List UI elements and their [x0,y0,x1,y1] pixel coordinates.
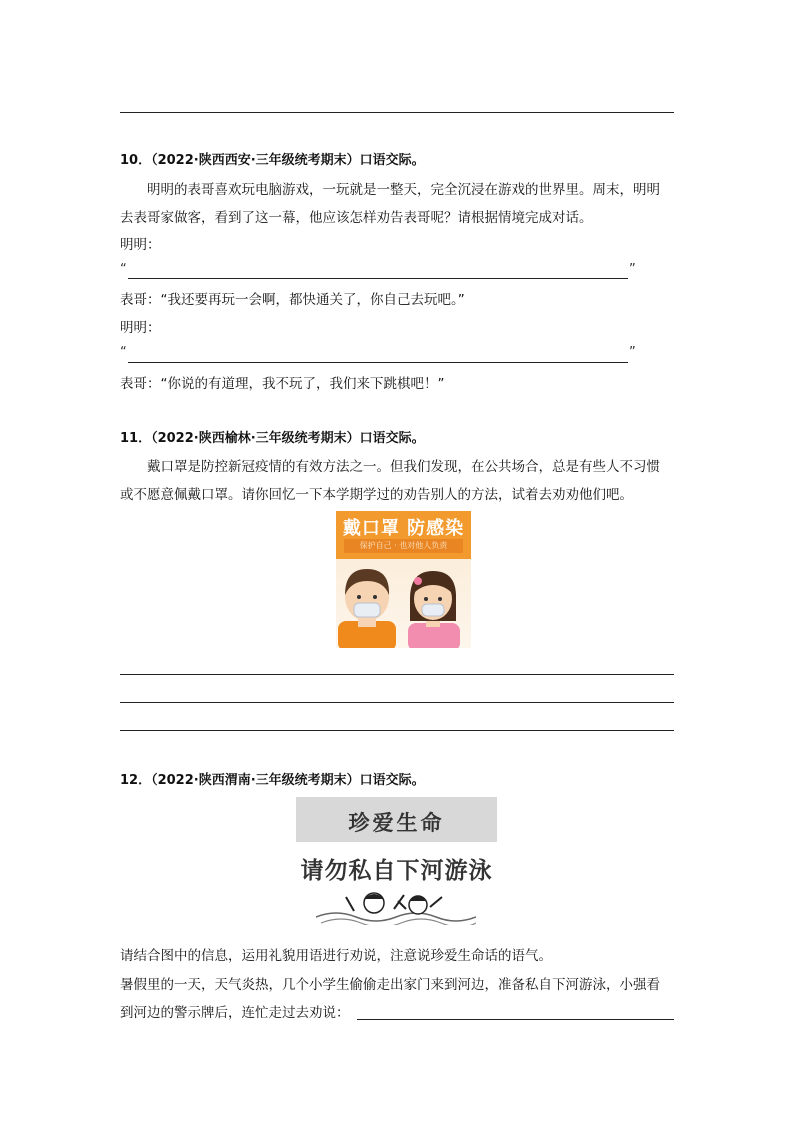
q11-paragraph-line2: 或不愿意佩戴口罩。请你回忆一下本学期学过的劝告别人的方法，试着去劝劝他们吧。 [120,487,633,503]
q12-number: 12． [120,773,152,788]
q10-number: 10． [120,153,152,168]
answer-line-top [120,112,674,113]
sign-line1: 珍爱生命 [348,811,445,835]
q11-answer-line-1[interactable] [120,674,674,675]
q11-header: （2022·陕西榆林·三年级统考期末）口语交际。 [151,431,425,446]
q11-answer-line-2[interactable] [120,702,674,703]
q10-answer-blank-1[interactable] [128,278,628,279]
q11-header-row [120,429,425,449]
q10-speaker-mingming-2: 明明： [120,320,161,336]
q11-number: 11． [120,431,152,446]
drowning-children-illustration [316,887,476,925]
q12-header: （2022·陕西渭南·三年级统考期末）口语交际。 [151,773,425,788]
q10-cousin-reply-2: 表哥：“你说的有道理，我不玩了，我们来下跳棋吧！” [120,376,445,392]
q10-paragraph-line2: 去表哥家做客，看到了这一幕，他应该怎样劝告表哥呢？请根据情境完成对话。 [120,210,593,226]
q10-open-quote-1: “ [120,262,127,277]
q10-open-quote-2: “ [120,345,127,360]
poster-title: 戴口罩 防感染 [342,518,465,539]
q10-close-quote-1: ” [629,262,636,277]
sign-line2: 请勿私自下河游泳 [300,858,493,884]
poster-subtitle: 保护自己 · 也对他人负责 [344,539,463,553]
q12-header-row [120,771,425,791]
q11-paragraph-line1: 戴口罩是防控新冠疫情的有效方法之一。但我们发现，在公共场合，总是有些人不习惯 [147,459,660,475]
q10-answer-blank-2[interactable] [128,362,628,363]
q12-answer-blank[interactable] [357,1019,674,1020]
q10-close-quote-2: ” [629,345,636,360]
q10-header: （2022·陕西西安·三年级统考期末）口语交际。 [151,153,425,168]
q12-instruction: 请结合图中的信息，运用礼貌用语进行劝说，注意说珍爱生命话的语气。 [120,948,552,964]
q10-cousin-reply-1: 表哥：“我还要再玩一会啊，都快通关了，你自己去玩吧。” [120,292,465,308]
mask-poster-image [336,511,471,648]
q10-header-row [120,151,425,171]
q10-paragraph-line1: 明明的表哥喜欢玩电脑游戏，一玩就是一整天，完全沉浸在游戏的世界里。周末，明明 [147,182,660,198]
q11-answer-line-3[interactable] [120,730,674,731]
q12-paragraph-line1: 暑假里的一天，天气炎热，几个小学生偷偷走出家门来到河边，准备私自下河游泳，小强看 [120,977,660,993]
q12-paragraph-line2: 到河边的警示牌后，连忙走过去劝说： [120,1005,350,1021]
masked-children-illustration [336,559,471,648]
q10-speaker-mingming-1: 明明： [120,237,161,253]
warning-sign-image [296,797,497,927]
